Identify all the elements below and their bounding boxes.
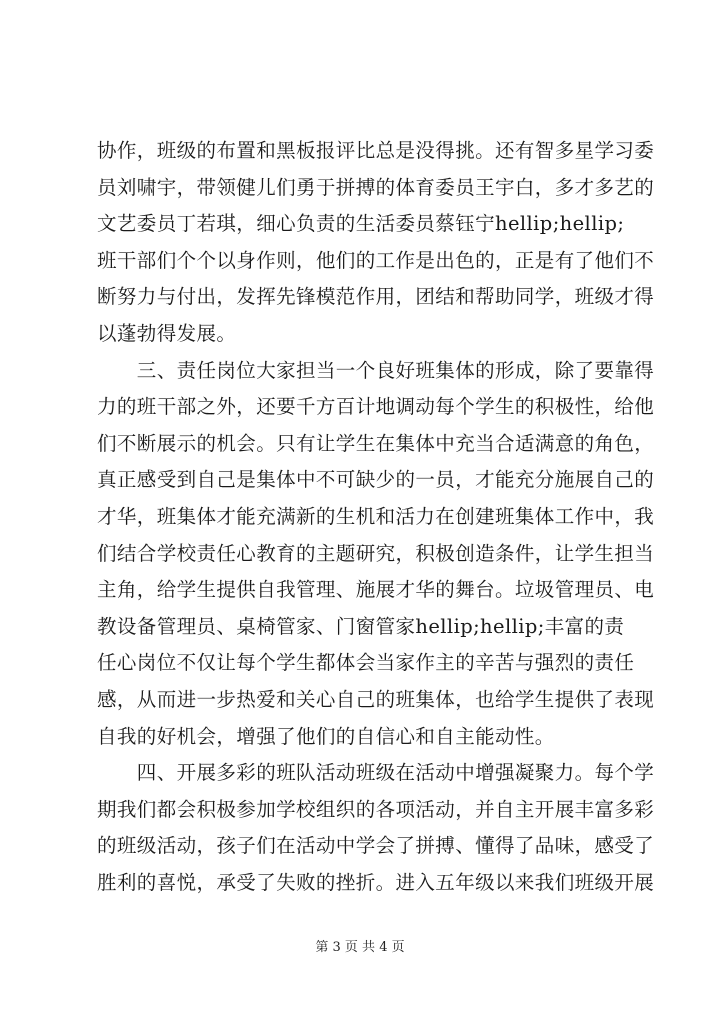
text-line: 教设备管理员、桌椅管家、门窗管家hellip;hellip;丰富的责: [97, 614, 625, 638]
text-line: 才华，班集体才能充满新的生机和活力在创建班集体工作中，我: [97, 504, 655, 528]
text-line: 员刘啸宇，带领健儿们勇于拼搏的体育委员王宇白，多才多艺的: [97, 175, 655, 199]
text-line: 的班级活动，孩子们在活动中学会了拼搏、懂得了品味，感受了: [97, 834, 655, 858]
text-line: 以蓬勃得发展。: [97, 321, 237, 345]
text-line: 自我的好机会，增强了他们的自信心和自主能动性。: [97, 724, 555, 748]
text-line: 任心岗位不仅让每个学生都体会当家作主的辛苦与强烈的责任: [97, 651, 635, 675]
body-text: [97, 133, 655, 901]
page-number-footer: 第 3 页 共 4 页: [315, 940, 405, 955]
text-line: 四、开展多彩的班队活动班级在活动中增强凝聚力。每个学: [97, 761, 655, 785]
text-line: 协作，班级的布置和黑板报评比总是没得挑。还有智多星学习委: [97, 139, 655, 162]
text-line: 们不断展示的机会。只有让学生在集体中充当合适满意的角色，: [97, 431, 655, 455]
text-line: 文艺委员丁若琪，细心负责的生活委员蔡钰宁hellip;hellip;: [97, 212, 625, 236]
text-line: 三、责任岗位大家担当一个良好班集体的形成，除了要靠得: [97, 358, 655, 382]
text-line: 断努力与付出，发挥先锋模范作用，团结和帮助同学，班级才得: [97, 285, 655, 309]
text-line: 班干部们个个以身作则，他们的工作是出色的，正是有了他们不: [97, 248, 655, 272]
text-line: 力的班干部之外，还要千方百计地调动每个学生的积极性，给他: [97, 395, 655, 419]
text-line: 期我们都会积极参加学校组织的各项活动，并自主开展丰富多彩: [97, 797, 655, 821]
text-line: 感，从而进一步热爱和关心自己的班集体，也给学生提供了表现: [97, 687, 655, 711]
text-line: 们结合学校责任心教育的主题研究，积极创造条件，让学生担当: [97, 541, 655, 565]
text-line: 主角，给学生提供自我管理、施展才华的舞台。垃圾管理员、电: [97, 578, 655, 602]
text-line: 胜利的喜悦，承受了失败的挫折。进入五年级以来我们班级开展: [97, 870, 655, 894]
text-line: 真正感受到自己是集体中不可缺少的一员，才能充分施展自己的: [97, 468, 655, 492]
